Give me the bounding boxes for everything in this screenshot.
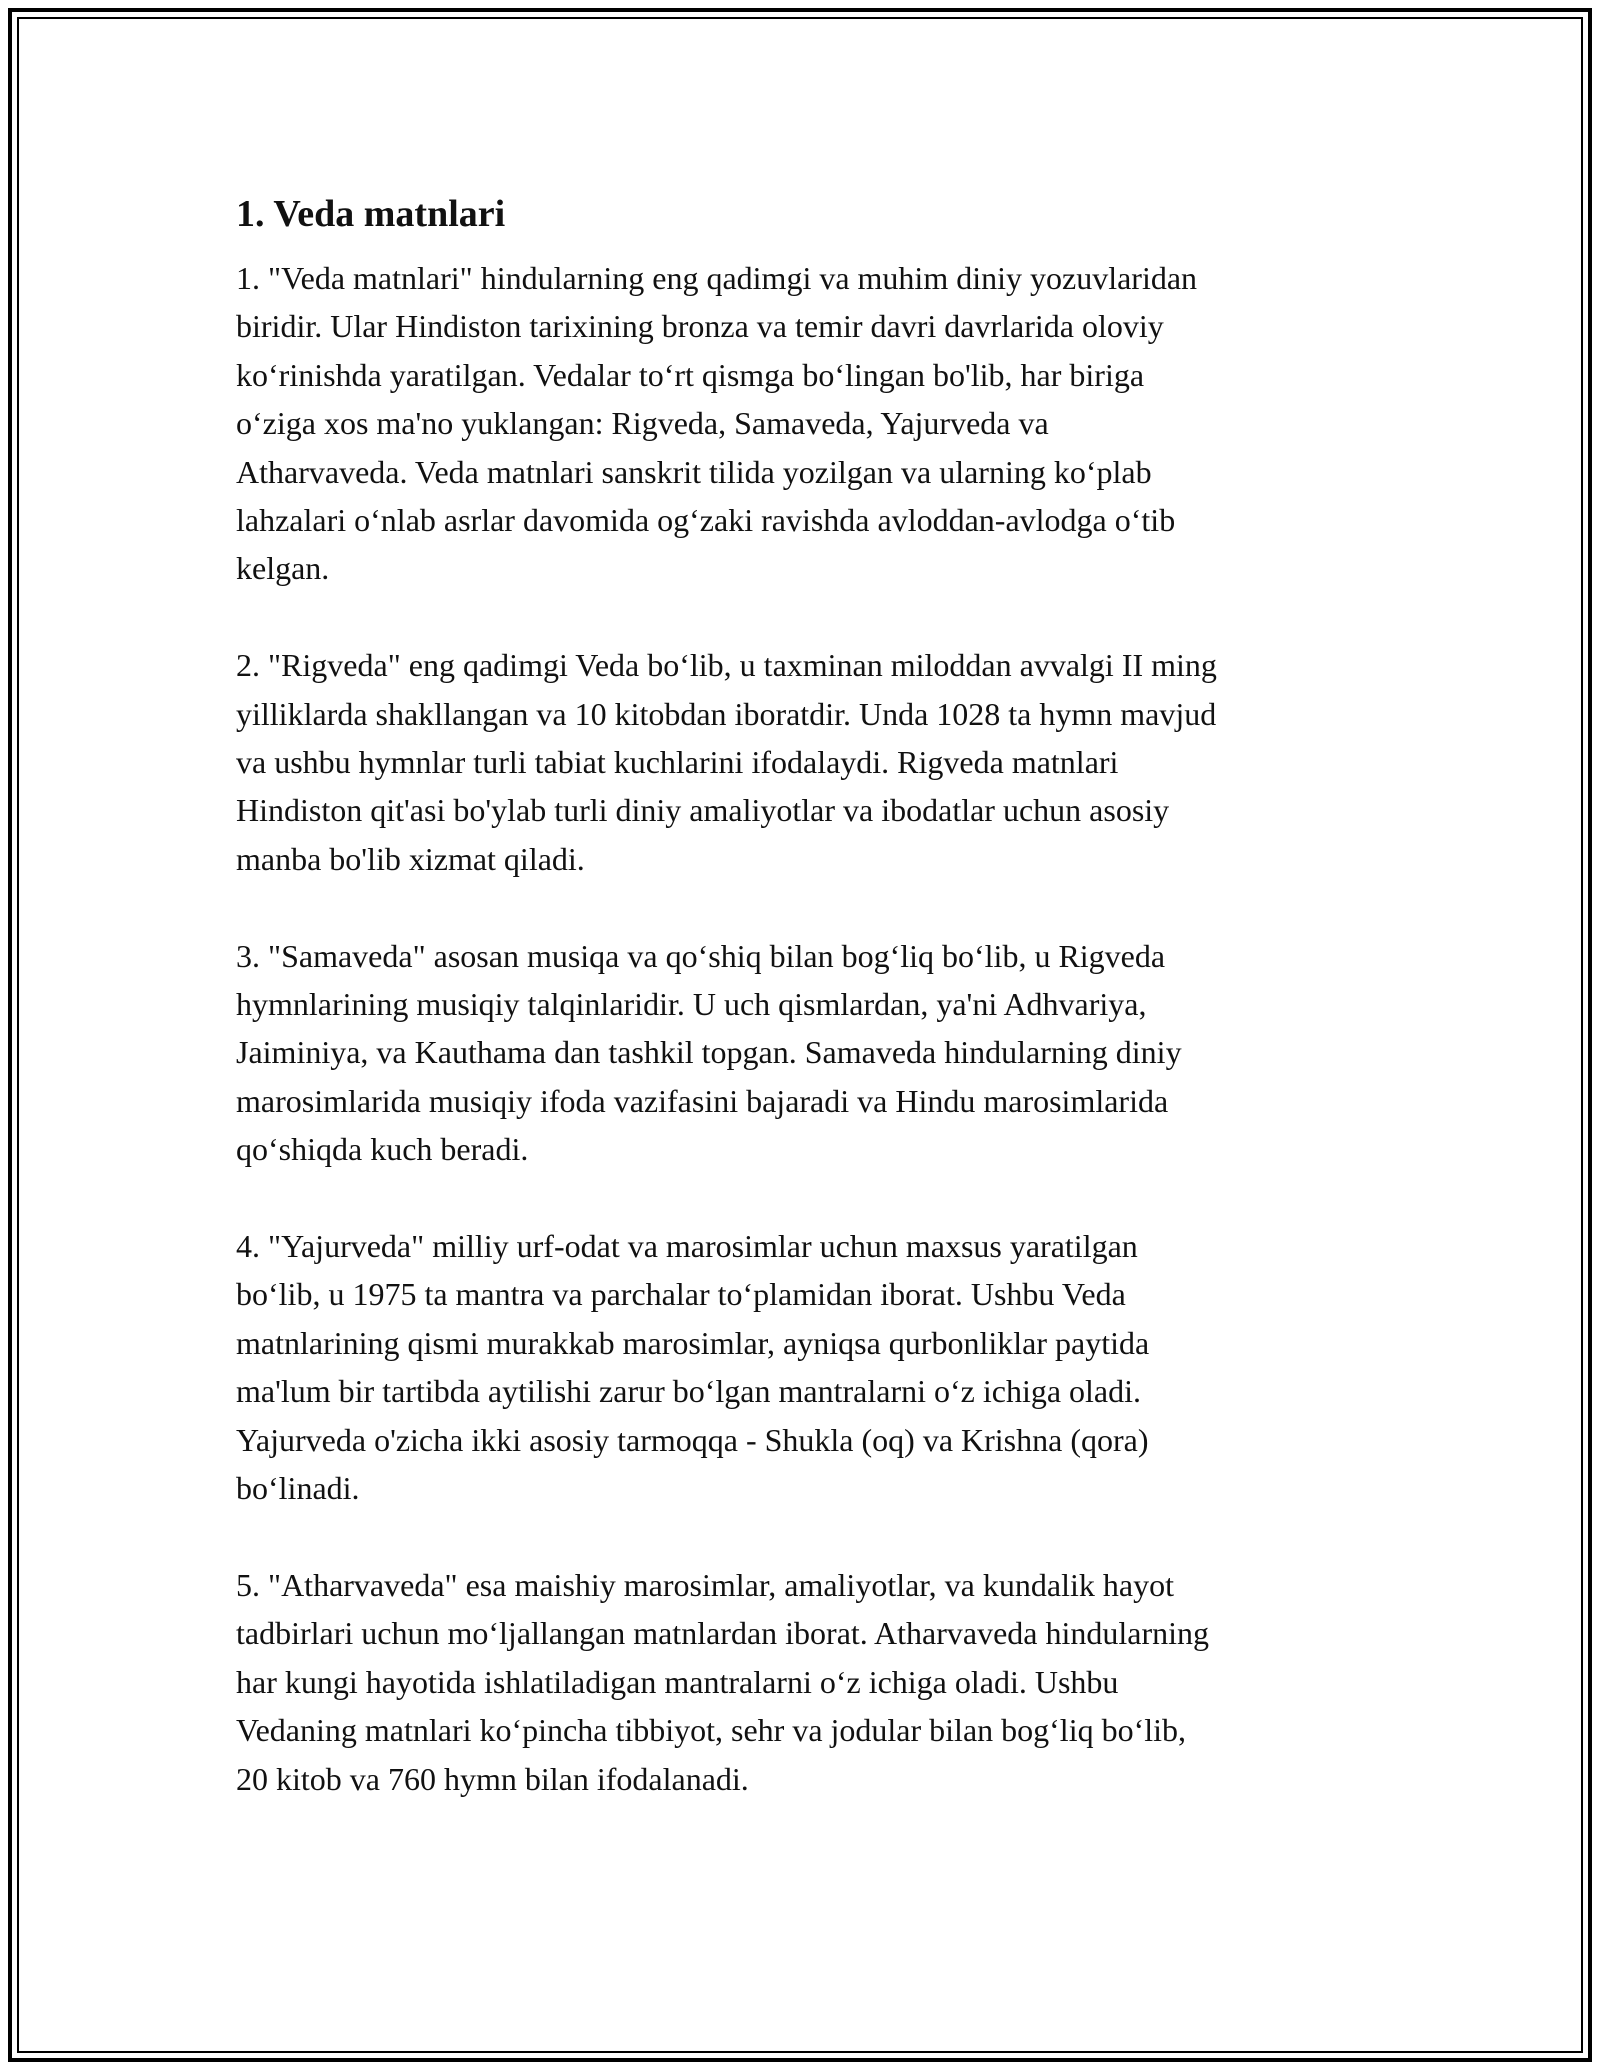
paragraph-line: marosimlarida musiqiy ifoda vazifasini bajaradi va Hindu marosimlarida bbox=[236, 1082, 1169, 1119]
document-title: 1. Veda matnlari bbox=[236, 193, 506, 235]
paragraph-line: ma'lum bir tartibda aytilishi zarur bo‘lgan mantralarni o‘z ichiga oladi. bbox=[236, 1373, 1142, 1410]
paragraph-line: matnlarining qismi murakkab marosimlar, ayniqsa qurbonliklar paytida bbox=[236, 1324, 1150, 1361]
paragraph-line: qo‘shiqda kuch beradi. bbox=[236, 1131, 529, 1168]
paragraph-line: kelgan. bbox=[236, 550, 330, 587]
paragraph-line: manba bo'lib xizmat qiladi. bbox=[236, 840, 585, 877]
paragraph-line: tadbirlari uchun mo‘ljallangan matnlardan iborat. Atharvaveda hindularning bbox=[236, 1615, 1210, 1652]
paragraph-line: 1. "Veda matnlari" hindularning eng qadimgi va muhim diniy yozuvlaridan bbox=[236, 260, 1198, 296]
paragraph-line: bo‘linadi. bbox=[236, 1470, 360, 1507]
paragraph-line: Yajurveda o'zicha ikki asosiy tarmoqqa - Shukla (oq) va Krishna (qora) bbox=[236, 1421, 1149, 1458]
paragraph-line: va ushbu hymnlar turli tabiat kuchlarini ifodalaydi. Rigveda matnlari bbox=[236, 744, 1119, 781]
paragraph-line: ko‘rinishda yaratilgan. Vedalar to‘rt qismga bo‘lingan bo'lib, har biriga bbox=[236, 356, 1145, 393]
paragraph-line: 20 kitob va 760 hymn bilan ifodalanadi. bbox=[236, 1760, 749, 1797]
paragraph-4 bbox=[236, 1222, 1376, 1512]
paragraph-3 bbox=[236, 932, 1376, 1174]
paragraph-1 bbox=[236, 254, 1376, 593]
paragraph-line: yilliklarda shakllangan va 10 kitobdan iboratdir. Unda 1028 ta hymn mavjud bbox=[236, 695, 1217, 732]
paragraph-line: Vedaning matnlari ko‘pincha tibbiyot, sehr va jodular bilan bog‘liq bo‘lib, bbox=[236, 1712, 1187, 1749]
paragraph-line: 5. "Atharvaveda" esa maishiy marosimlar, amaliyotlar, va kundalik hayot bbox=[236, 1566, 1174, 1603]
paragraph-line: Jaiminiya, va Kauthama dan tashkil topgan. Samaveda hindularning diniy bbox=[236, 1034, 1182, 1071]
paragraph-line: 4. "Yajurveda" milliy urf-odat va marosimlar uchun maxsus yaratilgan bbox=[236, 1228, 1138, 1265]
document-body bbox=[236, 186, 1376, 1851]
paragraph-line: Atharvaveda. Veda matnlari sanskrit tilida yozilgan va ularning ko‘plab bbox=[236, 453, 1152, 490]
paragraph-5 bbox=[236, 1561, 1376, 1803]
paragraph-line: 3. "Samaveda" asosan musiqa va qo‘shiq bilan bog‘liq bo‘lib, u Rigveda bbox=[236, 937, 1166, 974]
paragraph-line: 2. "Rigveda" eng qadimgi Veda bo‘lib, u taxminan miloddan avvalgi II ming bbox=[236, 647, 1217, 684]
paragraph-line: bo‘lib, u 1975 ta mantra va parchalar to‘plamidan iborat. Ushbu Veda bbox=[236, 1276, 1126, 1313]
paragraph-line: o‘ziga xos ma'no yuklangan: Rigveda, Samaveda, Yajurveda va bbox=[236, 405, 1049, 442]
paragraph-line: biridir. Ular Hindiston tarixining bronza va temir davri davrlarida oloviy bbox=[236, 308, 1164, 345]
paragraph-2 bbox=[236, 641, 1376, 883]
paragraph-line: hymnlarining musiqiy talqinlaridir. U uch qismlardan, ya'ni Adhvariya, bbox=[236, 986, 1147, 1023]
paragraph-line: har kungi hayotida ishlatiladigan mantralarni o‘z ichiga oladi. Ushbu bbox=[236, 1663, 1119, 1700]
paragraph-line: lahzalari o‘nlab asrlar davomida og‘zaki ravishda avloddan-avlodga o‘tib bbox=[236, 502, 1176, 539]
paragraph-list bbox=[236, 254, 1376, 1803]
paragraph-line: Hindiston qit'asi bo'ylab turli diniy amaliyotlar va ibodatlar uchun asosiy bbox=[236, 792, 1170, 829]
